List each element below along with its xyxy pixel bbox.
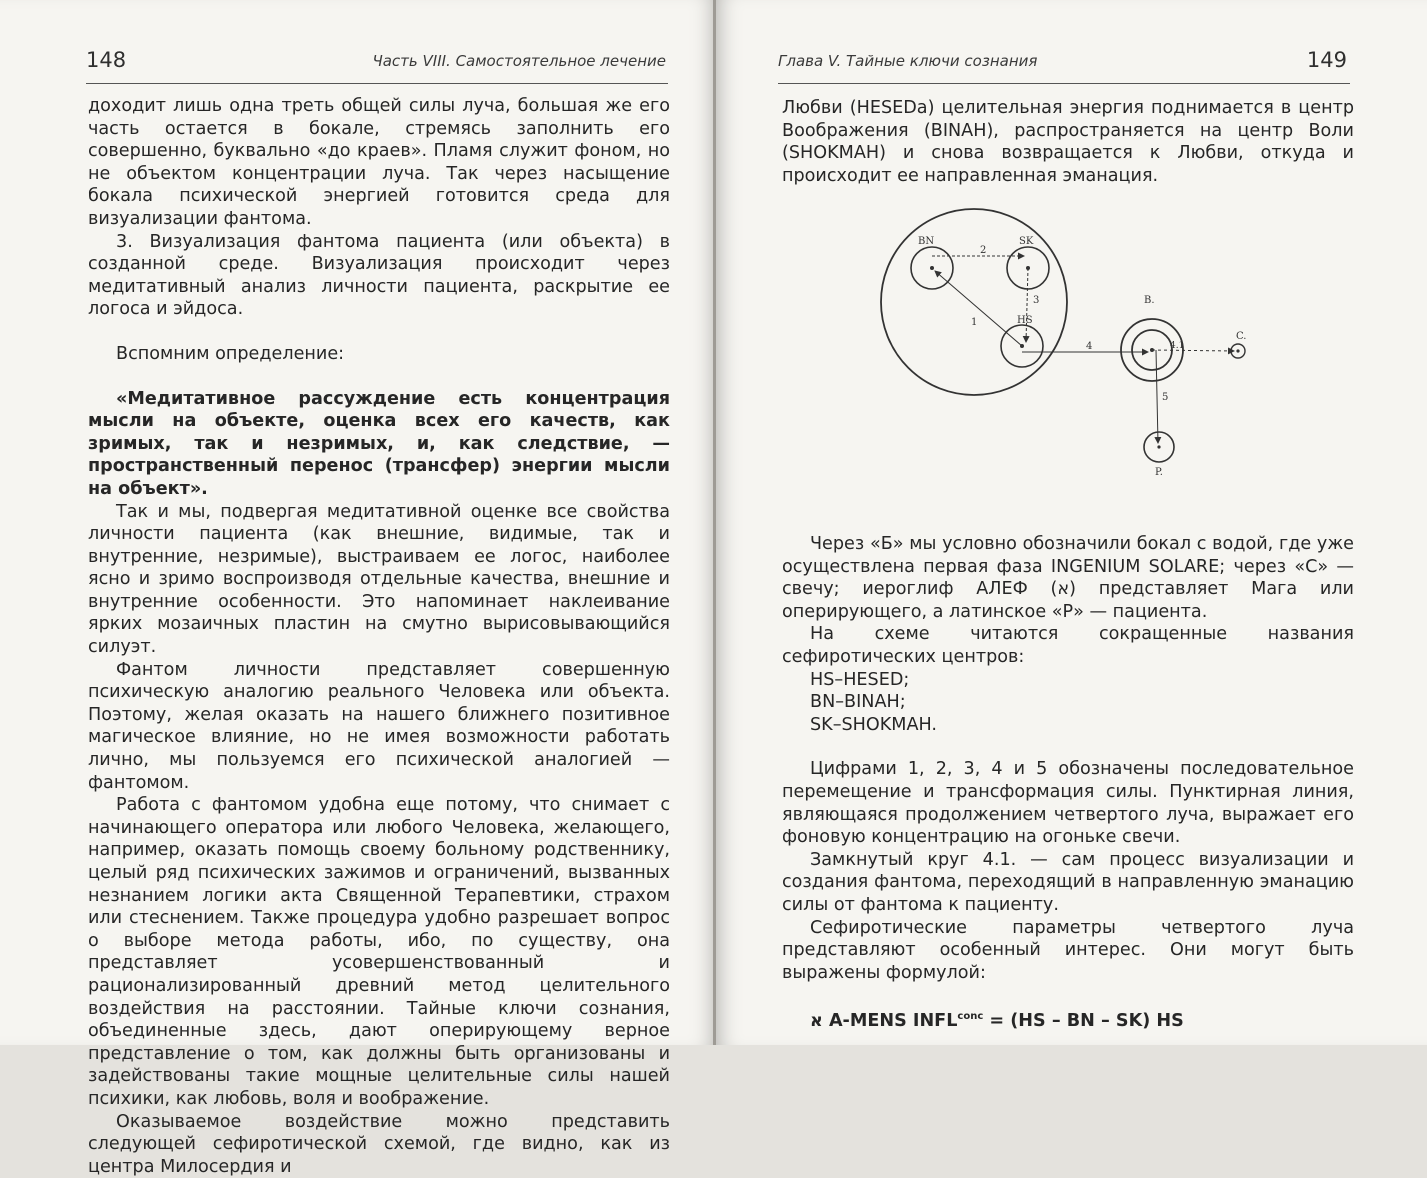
sephirotic-diagram-svg [876, 200, 1296, 490]
paragraph: Через «Б» мы условно обозначили бокал с водой, где уже осуществлена первая фаза INGENIUM SOLARE; через «С» — свечу; иероглиф АЛЕФ (א) представляет Мага или оперирующего, а латинское «Р» — пациента. [782, 534, 1354, 622]
paragraph: На схеме читаются сокращенные названия сефиротических центров: [782, 624, 1354, 667]
formula [810, 1006, 1354, 1032]
centers-list [810, 669, 1354, 737]
right-page [716, 0, 1427, 1045]
paragraph: Замкнутый круг 4.1. — сам процесс визуализации и создания фантома, переходящий в направленную эманацию силы от фантома к пациенту. [782, 849, 1354, 915]
label-3: 3 [1033, 295, 1040, 306]
formula-sup: conc [957, 1011, 984, 1023]
list-item: SK–SHOKMAH. [810, 714, 938, 735]
formula-prefix: א A-MENS INFL [810, 1011, 958, 1032]
right-intro [782, 97, 1354, 187]
ray-4-1 [1152, 350, 1234, 351]
running-head-left: Часть VIII. Самостоятельное лечение [372, 52, 666, 70]
paragraph: Любви (HESEDa) целительная энергия поднимается в центр Воображения (BINAH), распространяется на центр Воли (SHOKMAH) и снова возвращается к Любви, откуда и происходит ее направленная эманация. [782, 98, 1354, 186]
label-hs: HS [1017, 315, 1033, 326]
paragraph: Так и мы, подвергая медитативной оценке все свойства личности пациента (как внешние, видимые, так и внутренние, незримые), выстраиваем ее логос, наиболее ясно и зримо воспроизводя отдельные качества, внешние и внутренние особенности. Это напоминает наклеивание ярких мозаичных пластин на смутно вырисовывающийся силуэт. [88, 501, 670, 658]
right-page-body [782, 533, 1354, 1033]
label-4-1: 4.1 [1170, 341, 1185, 351]
ray-3 [1026, 268, 1028, 342]
ray-1 [935, 271, 1022, 346]
paragraph: Работа с фантомом удобна еще потому, что снимает с начинающего оператора или любого Человека, желающего, например, оказать помощь своему больному родственнику, целый ряд психических зажимов и ограничений, вызванных незнанием логики акта Священной Терапевтики, страхом или стеснением. Также процедура удобно разрешает вопрос о выборе метода работы, ибо, по существу, она представляет усовершенствованный и рационализированный древний метод целительного воздействия на расстоянии. Тайные ключи сознания, объединенные здесь, дают оперирующему верное представление о том, как должны быть организованы и задействованы такие мощные целительные силы нашей психики, как любовь, воля и воображение. [88, 795, 670, 1109]
definition-quote: «Медитативное рассуждение есть концентрация мысли на объекте, оценка всех его качеств, как зримых, так и незримых, и, как следствие, — пространственный перенос (трансфер) энергии мысли на объект». [88, 388, 670, 499]
label-b: B. [1144, 295, 1155, 306]
list-item: HS–HESED; [810, 669, 910, 690]
paragraph: Цифрами 1, 2, 3, 4 и 5 обозначены последовательное перемещение и трансформация силы. Пунктирная линия, являющаяся продолжением четвертого луча, выражает его фоновую концентрацию на огоньке свечи. [782, 759, 1354, 848]
paragraph: 3. Визуализация фантома пациента (или объекта) в созданной среде. Визуализация происходит через медитативный анализ личности пациента, раскрытие ее логоса и эйдоса. [88, 231, 670, 320]
label-2: 2 [980, 245, 987, 256]
label-c: C. [1236, 331, 1247, 342]
label-1: 1 [971, 317, 978, 328]
ray-5 [1156, 350, 1158, 443]
paragraph: Оказываемое воздействие можно представить следующей сефиротической схемой, где видно, как из центра Милосердия и [88, 1111, 670, 1177]
paragraph: Сефиротические параметры четвертого луча представляют особенный интерес. Они могут быть выражены формулой: [782, 917, 1354, 983]
label-5: 5 [1162, 392, 1169, 403]
paragraph: доходит лишь одна треть общей силы луча, большая же его часть остается в бокале, стремясь заполнить его совершенно, буквально «до краев». Пламя служит фоном, но не объектом концентрации луча. Так через насыщение бокала психической энергией готовится среда для визуализации фантома. [88, 96, 670, 229]
header-rule-right [778, 83, 1350, 84]
list-item: BN–BINAH; [810, 692, 906, 713]
sephirotic-diagram [876, 200, 1296, 490]
label-bn: BN [918, 236, 935, 247]
formula-rest: = (HS – BN – SK) HS [983, 1011, 1184, 1032]
label-p: P. [1155, 467, 1163, 478]
page-number-right: 149 [1306, 48, 1347, 72]
paragraph: Вспомним определение: [116, 343, 345, 364]
running-head-right: Глава V. Тайные ключи сознания [778, 52, 1038, 70]
page-number-left: 148 [86, 48, 127, 72]
left-page-body [88, 95, 670, 1178]
paragraph: Фантом личности представляет совершенную психическую аналогию реального Человека или объекта. Поэтому, желая оказать на нашего ближнего позитивное магическое влияние, но не имея возможности работать лично, мы пользуемся его психической аналогией — фантомом. [88, 659, 670, 793]
label-4: 4 [1086, 341, 1093, 352]
label-sk: SK [1019, 236, 1034, 247]
header-rule-left [86, 83, 668, 84]
